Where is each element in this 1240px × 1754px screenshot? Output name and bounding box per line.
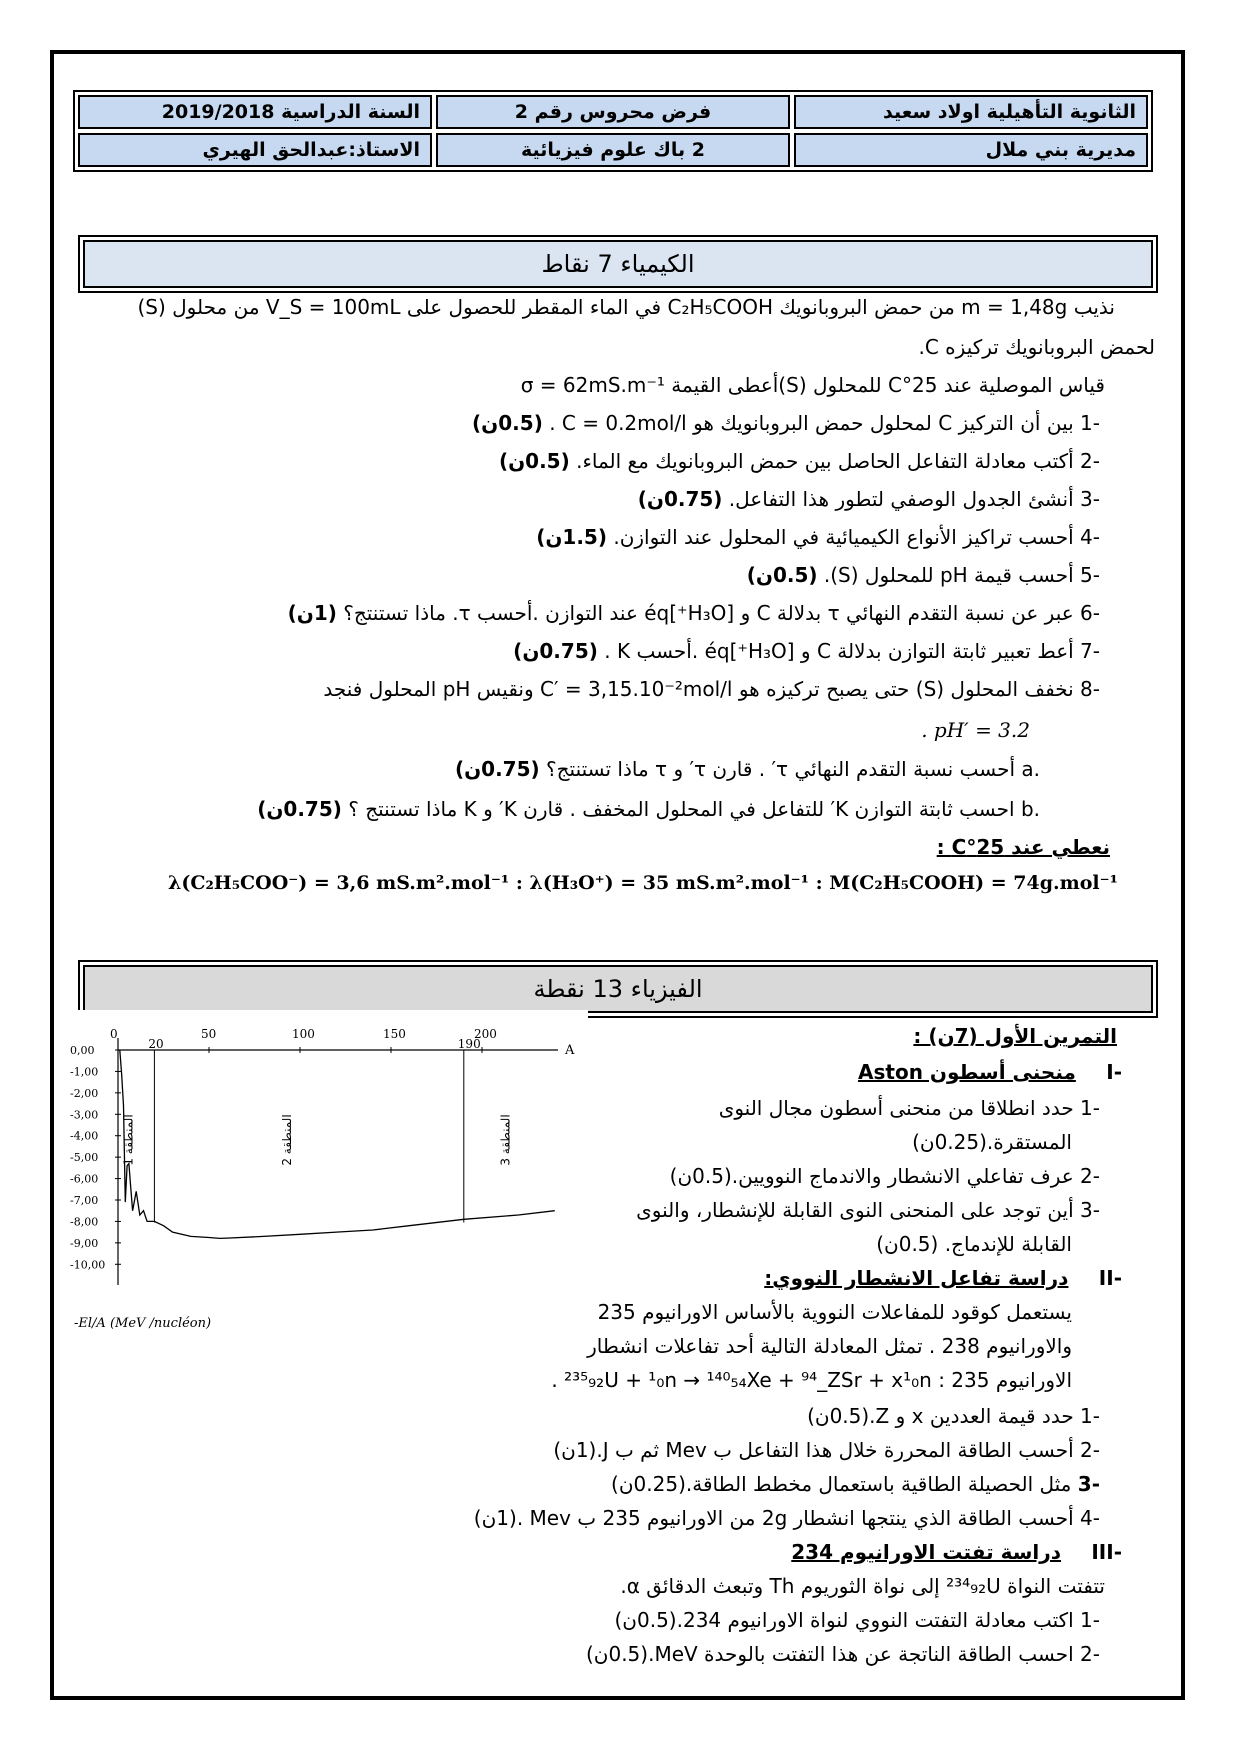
- header-year: السنة الدراسية 2019/2018: [78, 95, 432, 129]
- phys-p2-q3: [611, 1472, 1100, 1496]
- phys-part3-heading: [791, 1540, 1122, 1564]
- chem-q3: [638, 487, 1100, 511]
- q-number: -2: [1080, 1438, 1100, 1462]
- chem-given-label: نعطي عند 25°C :: [936, 835, 1110, 859]
- chem-intro-1: نذيب m = 1,48g من حمض البروبانويك C₂H₅COOH في الماء المقطر للحصول على V_S = 100mL من محلول (S): [137, 295, 1115, 319]
- phys-p2-q2: [553, 1438, 1100, 1462]
- phys-p1-q1-cont: المستقرة.(0.25ن): [912, 1130, 1072, 1154]
- y-tick-label: -7,00: [70, 1194, 99, 1207]
- q-number: -3: [1077, 1472, 1100, 1496]
- chemistry-title: الكيمياء 7 نقاط: [83, 240, 1153, 288]
- y-tick-label: -2,00: [70, 1086, 99, 1100]
- chem-q5: [747, 563, 1100, 587]
- q-text: اكتب معادلة التفتت النووي لنواة الاورانيوم 234.(0.5ن): [614, 1608, 1074, 1632]
- q-points: (0.75ن): [454, 757, 540, 781]
- phys-p2-q1: [807, 1404, 1100, 1428]
- chem-q2: [499, 449, 1100, 473]
- chem-q8-cont: pH′ = 3.2 .: [921, 718, 1030, 742]
- q-number: -1: [1080, 1404, 1100, 1428]
- phys-p3-q1: [614, 1608, 1100, 1632]
- y-tick-label: -9,00: [70, 1236, 99, 1250]
- header-exam: فرض محروس رقم 2: [436, 95, 790, 129]
- q-points: (0.75ن): [637, 487, 723, 511]
- q-text: عبر عن نسبة التقدم النهائي τ بدلالة C و [H₃O⁺]éq عند التوازن .أحسب τ. ماذا تستنتج؟: [343, 601, 1074, 625]
- phys-p3-intro: تتفتت النواة ²³⁴₉₂U إلى نواة الثوريوم Th وتبعث الدقائق α.: [620, 1574, 1105, 1598]
- phys-p3-q2: [586, 1642, 1100, 1666]
- q-text: أنشئ الجدول الوصفي لتطور هذا التفاعل.: [728, 487, 1074, 511]
- q-number: .b: [1020, 797, 1040, 821]
- y-tick-label: -5,00: [70, 1151, 99, 1165]
- q-points: (1ن): [287, 601, 337, 625]
- q-text: أعط تعبير ثابتة التوازن بدلالة C و [H₃O⁺]éq .أحسب K .: [604, 639, 1074, 663]
- physics-title: الفيزياء 13 نقطة: [83, 965, 1153, 1013]
- zone-label: 3 المنطقة: [498, 1114, 513, 1166]
- q-number: -8: [1080, 677, 1100, 701]
- q-text: احسب ثابتة التوازن K′ للتفاعل في المحلول المخفف . قارن K′ و K ماذا تستنتج ؟: [348, 797, 1015, 821]
- q-points: (0.5ن): [498, 449, 570, 473]
- phys-ex1-title: التمرين الأول (7ن) :: [913, 1024, 1117, 1048]
- q-number: -1: [1080, 1608, 1100, 1632]
- y-tick-label: -3,00: [70, 1108, 99, 1122]
- q-text: حدد قيمة العددين x و Z.(0.5ن): [807, 1404, 1074, 1428]
- q-number: -3: [1080, 487, 1100, 511]
- phys-p1-q1: [719, 1096, 1100, 1120]
- x-tick-label: 100: [292, 1027, 315, 1041]
- phys-p2-intro-2: والاورانيوم 238 . تمثل المعادلة التالية أحد تفاعلات انشطار: [587, 1334, 1072, 1358]
- part-title: منحنى أسطون Aston: [858, 1060, 1076, 1084]
- y-tick-label: -6,00: [70, 1172, 99, 1186]
- x-mark-label: 20: [148, 1037, 164, 1051]
- x-tick-label: 150: [383, 1027, 406, 1041]
- q-points: (0.5ن): [746, 563, 818, 587]
- q-number: -4: [1080, 525, 1100, 549]
- q-text: أكتب معادلة التفاعل الحاصل بين حمض البروبانويك مع الماء.: [576, 449, 1074, 473]
- q-number: -2: [1080, 1642, 1100, 1666]
- y-tick-label: -10,00: [70, 1258, 106, 1272]
- aston-chart: [68, 1010, 588, 1390]
- q-number: -6: [1080, 601, 1100, 625]
- x-mark-label: 190: [457, 1037, 481, 1051]
- q-number: -2: [1080, 449, 1100, 473]
- phys-p1-q2: [670, 1164, 1100, 1188]
- y-tick-label: -1,00: [70, 1065, 99, 1079]
- chem-q8b: [257, 797, 1040, 821]
- chem-intro-2: لحمض البروبانويك تركيزه C.: [918, 335, 1155, 359]
- x-tick-label: 200: [474, 1027, 497, 1041]
- x-tick-label: 50: [201, 1027, 217, 1041]
- q-text: أحسب نسبة التقدم النهائي τ′ . قارن τ′ و τ ماذا تستنتج؟: [546, 757, 1016, 781]
- header-table: [73, 90, 1153, 172]
- phys-p2-intro-3: الاورانيوم 235 : ²³⁵₉₂U + ¹₀n → ¹⁴⁰₅₄Xe + ⁹⁴_ZSr + x¹₀n .: [551, 1368, 1072, 1392]
- chem-q1: [472, 411, 1100, 435]
- chem-given-values: λ(C₂H₅COO⁻) = 3,6 mS.m².mol⁻¹ : λ(H₃O⁺) = 35 mS.m².mol⁻¹ : M(C₂H₅COOH) = 74g.mol⁻¹: [168, 872, 1118, 894]
- q-text: حدد انطلاقا من منحنى أسطون مجال النوى: [718, 1096, 1074, 1120]
- q-text: عرف تفاعلي الانشطار والاندماج النوويين.(0.5ن): [669, 1164, 1074, 1188]
- phys-p1-q3-cont: القابلة للإندماج. (0.5ن): [876, 1232, 1072, 1256]
- part-title: دراسة تفتت الاورانيوم 234: [791, 1540, 1061, 1564]
- q-number: .a: [1021, 757, 1040, 781]
- header-school: الثانوية التأهيلية اولاد سعيد: [794, 95, 1148, 129]
- y-tick-label: -8,00: [70, 1215, 99, 1229]
- q-number: -4: [1080, 1506, 1100, 1530]
- q-text: احسب الطاقة الناتجة عن هذا التفتت بالوحدة MeV.(0.5ن): [585, 1642, 1074, 1666]
- q-points: (0.5ن): [472, 411, 543, 435]
- part-title: دراسة تفاعل الانشطار النووي:: [764, 1266, 1069, 1290]
- q-number: -7: [1080, 639, 1100, 663]
- chem-q7: [513, 639, 1100, 663]
- q-number: -1: [1080, 411, 1100, 435]
- q-text: مثل الحصيلة الطاقية باستعمال مخطط الطاقة.(0.25ن): [611, 1472, 1072, 1496]
- part-number: -I: [1106, 1060, 1122, 1084]
- y-axis-label: -El/A (MeV /nucléon): [74, 1316, 212, 1331]
- q-text: أحسب تراكيز الأنواع الكيميائية في المحلول عند التوازن.: [613, 525, 1074, 549]
- q-points: (0.75ن): [257, 797, 342, 821]
- header-teacher: الاستاذ:عبدالحق الهيري: [78, 133, 432, 167]
- q-points: (0.75ن): [513, 639, 598, 663]
- q-number: -3: [1080, 1198, 1100, 1222]
- part-number: -III: [1091, 1540, 1122, 1564]
- q-text: أحسب الطاقة الذي ينتجها انشطار 2g من الاورانيوم 235 ب Mev .(1ن): [473, 1506, 1074, 1530]
- zone-label: 2 المنطقة: [279, 1114, 294, 1166]
- header-level: 2 باك علوم فيزيائية: [436, 133, 790, 167]
- q-number: -5: [1080, 563, 1100, 587]
- q-text: بين أن التركيز C لمحلول حمض البروبانويك هو C = 0.2mol/l .: [549, 411, 1074, 435]
- zone-label: 1 المنطقة: [121, 1114, 136, 1166]
- phys-part1-heading: [858, 1060, 1122, 1084]
- x-axis-label: A: [565, 1043, 575, 1058]
- q-text: أحسب الطاقة المحررة خلال هذا التفاعل ب Mev ثم ب J.(1ن): [553, 1438, 1074, 1462]
- header-directorate: مديرية بني ملال: [794, 133, 1148, 167]
- phys-p1-q3: [636, 1198, 1100, 1222]
- y-tick-label: -4,00: [70, 1129, 99, 1143]
- chem-q8a: [455, 757, 1040, 781]
- part-number: -II: [1098, 1266, 1122, 1290]
- chem-q8: [323, 677, 1100, 701]
- q-number: -1: [1080, 1096, 1100, 1120]
- phys-p2-q4: [474, 1506, 1100, 1530]
- phys-part2-heading: [764, 1266, 1122, 1290]
- chem-q4: [536, 525, 1100, 549]
- q-text: أحسب قيمة pH للمحلول (S).: [823, 563, 1074, 587]
- x-tick-label: 0: [110, 1027, 118, 1041]
- q-number: -2: [1080, 1164, 1100, 1188]
- y-tick-label: 0,00: [70, 1044, 95, 1057]
- q-text: نخفف المحلول (S) حتى يصبح تركيزه هو C′ = 3,15.10⁻²mol/l ونقيس pH المحلول فنجد: [323, 677, 1074, 701]
- chemistry-banner: [78, 235, 1158, 293]
- q-points: (1.5ن): [536, 525, 607, 549]
- q-text: أين توجد على المنحنى النوى القابلة للإنشطار، والنوى: [636, 1198, 1074, 1222]
- chem-q6: [288, 601, 1100, 625]
- chem-intro-3: قياس الموصلية عند 25°C للمحلول (S)أعطى القيمة σ = 62mS.m⁻¹: [520, 373, 1105, 397]
- phys-p2-intro-1: يستعمل كوقود للمفاعلات النووية بالأساس الاورانيوم 235: [597, 1300, 1072, 1324]
